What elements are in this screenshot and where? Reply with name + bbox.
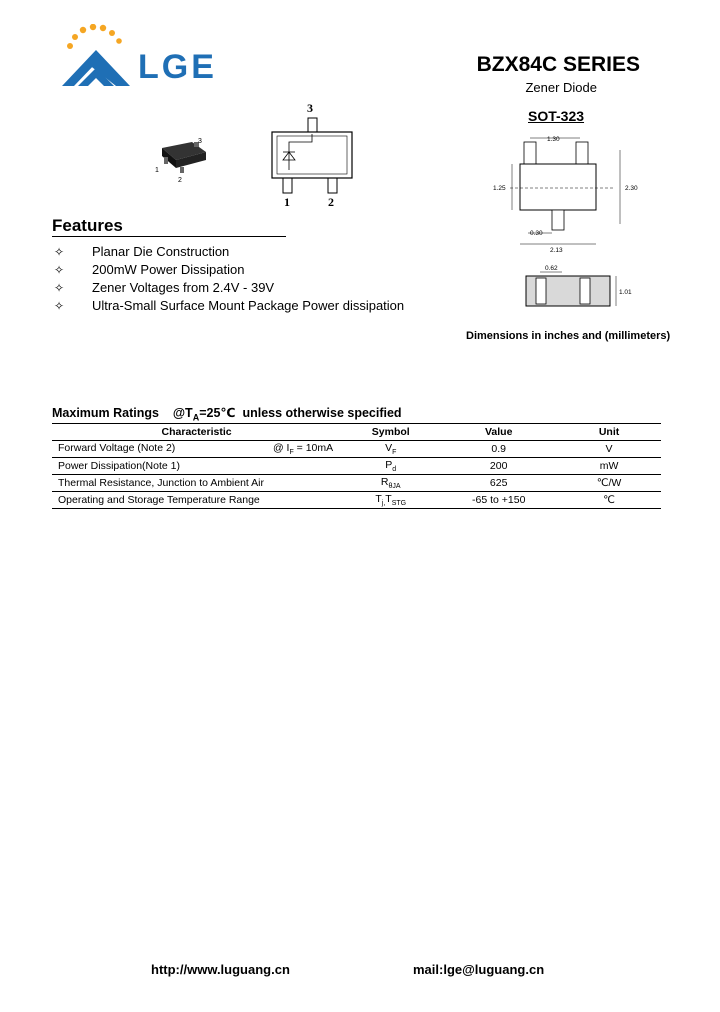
bullet-icon: ✧: [54, 245, 65, 259]
column-header: Symbol: [341, 424, 440, 441]
product-subtitle: Zener Diode: [525, 80, 597, 95]
pin-label-3: 3: [198, 138, 202, 145]
table-row: Power Dissipation(Note 1) $P_d$ 200 mW: [52, 458, 661, 475]
dim-lead-width: 0.30: [530, 230, 543, 237]
ratings-table: [52, 423, 661, 509]
table-row: Forward Voltage (Note 2) @ $I_F = 10mA$ $V_F$ 0.9 V: [52, 441, 661, 458]
table-header-row: [52, 424, 661, 441]
column-header: Value: [440, 424, 557, 441]
table-row: Thermal Resistance, Junction to Ambient Air $R_{\theta JA}$ 625 ℃/W: [52, 475, 661, 492]
feature-item: ✧ 200mW Power Dissipation: [54, 262, 245, 277]
ratings-heading: Maximum Ratings $@T_A=25℃$ unless otherwise specified: [52, 406, 402, 423]
schematic-pin-3: 3: [307, 101, 313, 115]
package-name: SOT-323: [528, 108, 585, 124]
dim-overall-height: 2.30: [625, 185, 638, 192]
dim-top-width: 1.30: [547, 136, 560, 143]
dim-side-lead: 0.62: [545, 265, 558, 272]
package-3d-illustration: [150, 130, 220, 185]
pinout-schematic: [262, 98, 362, 210]
bullet-icon: ✧: [54, 281, 65, 295]
column-header: Unit: [557, 424, 661, 441]
schematic-pin-1: 1: [284, 195, 290, 209]
feature-item: ✧ Zener Voltages from 2.4V - 39V: [54, 280, 275, 295]
package-dimension-drawing: [490, 128, 640, 320]
column-header: Characteristic: [52, 424, 341, 441]
bullet-icon: ✧: [54, 299, 65, 313]
dimension-caption: Dimensions in inches and (millimeters): [466, 330, 671, 342]
footer-website-link[interactable]: http://www.luguang.cn: [151, 962, 290, 977]
pin-label-1: 1: [155, 167, 159, 174]
bullet-icon: ✧: [54, 263, 65, 277]
footer-email-link[interactable]: mail:lge@luguang.cn: [413, 962, 545, 977]
features-divider: [52, 236, 286, 237]
brand-name: LGE: [138, 48, 217, 86]
feature-item: ✧ Planar Die Construction: [54, 244, 230, 259]
feature-item: ✧ Ultra-Small Surface Mount Package Power dissipation: [54, 298, 405, 313]
test-condition: @ $I_F = 10mA$: [272, 441, 334, 457]
dim-overall-width: 2.13: [550, 247, 563, 254]
table-row: Operating and Storage Temperature Range $T_{j,}T_{STG}$ -65 to +150 ℃: [52, 492, 661, 509]
features-heading: Features: [52, 216, 123, 235]
pin-label-2: 2: [178, 177, 182, 184]
brand-logo: [58, 24, 138, 94]
schematic-pin-2: 2: [328, 195, 334, 209]
dim-side-height: 1.01: [619, 289, 632, 296]
dim-body-height: 1.25: [493, 185, 506, 192]
series-title: BZX84C SERIES: [476, 53, 640, 76]
